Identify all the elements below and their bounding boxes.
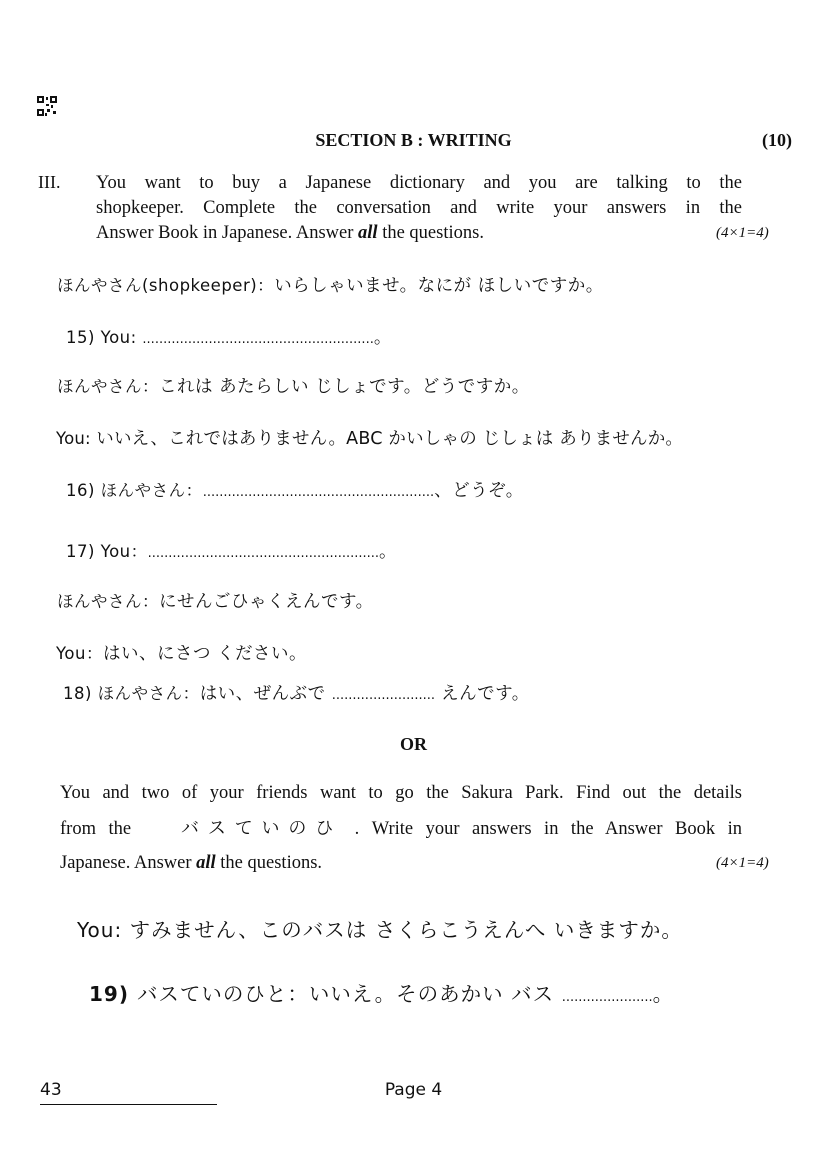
speaker-label: You: [56,429,97,448]
alt-question-marks: (4×1=4) [716,855,769,871]
speaker-label: You： [56,644,103,663]
section-title: SECTION B : WRITING [315,130,512,150]
dialogue-text: はい、にさつ ください。 [102,644,308,664]
alt-dialogue-line [77,913,683,943]
dialogue-line [57,373,530,398]
dialogue-suffix: 。 [373,328,392,348]
alt-question-line-3: Japanese. Answer all the questions. [60,853,323,873]
section-marks: (10) [762,130,792,150]
dialogue-line [57,588,374,613]
dialogue-suffix: 。 [379,542,398,562]
dialogue-line [57,272,604,297]
dialogue-text: いらしゃいませ。なにが ほしいですか。 [274,276,604,296]
question-text-line-1: You want to buy a Japanese dictionary and you are talking to the [96,173,742,193]
answer-blank: ........................................................ [142,332,374,347]
dialogue-text: いいえ、これではありません。ABC かいしゃの じしょは ありませんか。 [96,429,684,449]
question-number: III. [38,172,61,192]
question-label: 19) [89,982,137,1006]
question-text-line-2: shopkeeper. Complete the conversation and write your answers in the [96,198,742,218]
dialogue-suffix: 。 [652,982,675,1006]
dialogue-text: バスていのひと：いいえ。そのあかい バス [136,982,562,1006]
dialogue-line [56,640,307,665]
speaker-label: ほんやさん： [57,592,159,611]
speaker-label: ほんやさん： [57,377,159,396]
speaker-label: ほんやさん(shopkeeper)： [57,276,275,295]
bus-stop-person-term: バスていのひ [180,818,343,839]
page-number: Page 4 [384,1080,443,1100]
dialogue-line [56,425,683,450]
paper-code: 43 [40,1080,62,1100]
dialogue-suffix: えんです。 [435,684,530,704]
question-text-line-3: Answer Book in Japanese. Answer all the questions. [96,223,484,243]
dialogue-text: これは あたらしい じしょです。どうですか。 [159,377,530,397]
dialogue-text: にせんごひゃくえんです。 [159,592,374,612]
answer-line-15 [66,324,392,349]
answer-line-18 [63,680,530,705]
footer-rule [40,1104,217,1105]
answer-blank: ......................... [331,688,436,703]
speaker-label: 17) You： [66,542,148,561]
answer-line-16 [66,477,524,502]
answer-blank: ........................................................ [147,546,380,561]
speaker-label: 15) You: [66,328,143,347]
dialogue-suffix: 、どうぞ。 [434,481,524,501]
answer-line-17 [66,538,397,563]
speaker-label: You: [77,918,130,942]
alt-question-line-1: You and two of your friends want to go the Sakura Park. Find out the details [60,783,742,803]
question-marks: (4×1=4) [716,225,769,241]
speaker-label: 18) ほんやさん： [63,684,200,703]
answer-blank: ........................................................ [202,485,435,500]
qr-code-icon [37,96,57,116]
or-divider: OR [400,734,427,754]
dialogue-text: すみません、このバスは さくらこうえんへ いきますか。 [129,918,683,942]
speaker-label: 16) ほんやさん： [66,481,203,500]
answer-line-19 [89,977,674,1007]
alt-question-line-2: from the バスていのひ . Write your answers in the Answer Book in [60,818,742,839]
answer-blank: ...................... [561,990,653,1005]
dialogue-text: はい、ぜんぶで [199,684,332,704]
